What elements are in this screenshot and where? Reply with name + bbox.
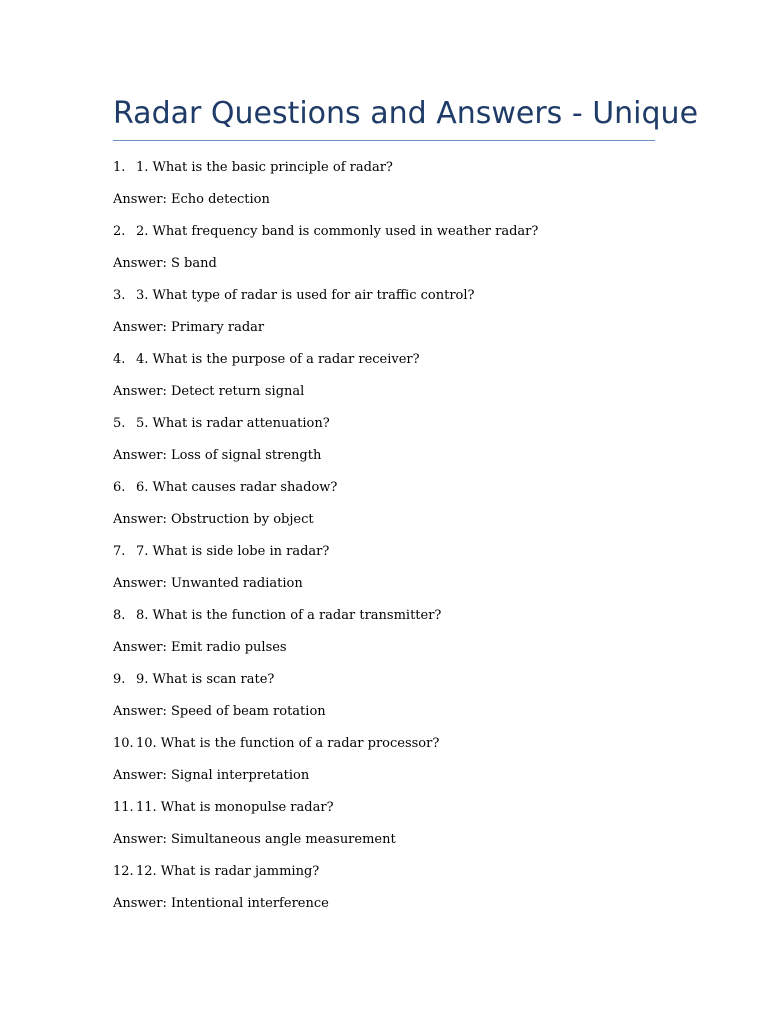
question-number: 6. [113,480,126,495]
question-item [113,286,673,318]
question-item [113,414,673,446]
question-item [113,606,673,638]
question-number: 11. [113,800,134,815]
question-text: 12. What is radar jamming? [136,864,320,879]
answer-text: Answer: Unwanted radiation [113,576,303,591]
answer-text: Answer: Obstruction by object [113,512,314,527]
question-item [113,350,673,382]
question-item [113,222,673,254]
answer-text: Answer: Speed of beam rotation [113,704,326,719]
answer-text: Answer: Loss of signal strength [113,448,322,463]
answer-text: Answer: Primary radar [113,320,265,335]
question-number: 1. [113,160,126,175]
question-text: 11. What is monopulse radar? [136,800,334,815]
question-number: 10. [113,736,134,751]
question-number: 8. [113,608,126,623]
question-item [113,798,673,830]
question-text: 2. What frequency band is commonly used in weather radar? [136,224,539,239]
question-item [113,862,673,894]
question-text: 1. What is the basic principle of radar? [136,160,393,175]
question-text: 9. What is scan rate? [136,672,275,687]
question-number: 7. [113,544,126,559]
qa-list [113,158,673,926]
question-number: 12. [113,864,134,879]
question-number: 5. [113,416,126,431]
question-text: 4. What is the purpose of a radar receiver? [136,352,420,367]
question-text: 7. What is side lobe in radar? [136,544,330,559]
title-divider [113,140,655,141]
question-item [113,670,673,702]
question-number: 2. [113,224,126,239]
question-item [113,158,673,190]
answer-text: Answer: Detect return signal [113,384,305,399]
question-text: 5. What is radar attenuation? [136,416,330,431]
answer-text: Answer: Simultaneous angle measurement [113,832,396,847]
answer-text: Answer: Emit radio pulses [113,640,287,655]
question-text: 8. What is the function of a radar transmitter? [136,608,442,623]
answer-text: Answer: Intentional interference [113,896,329,911]
question-number: 9. [113,672,126,687]
question-item [113,478,673,510]
answer-text: Answer: S band [113,256,217,271]
question-text: 3. What type of radar is used for air traffic control? [136,288,475,303]
question-text: 6. What causes radar shadow? [136,480,338,495]
question-text: 10. What is the function of a radar processor? [136,736,440,751]
question-number: 3. [113,288,126,303]
question-number: 4. [113,352,126,367]
answer-text: Answer: Echo detection [113,192,270,207]
answer-text: Answer: Signal interpretation [113,768,310,783]
question-item [113,734,673,766]
question-item [113,542,673,574]
page-title: Radar Questions and Answers - Unique [113,96,699,131]
